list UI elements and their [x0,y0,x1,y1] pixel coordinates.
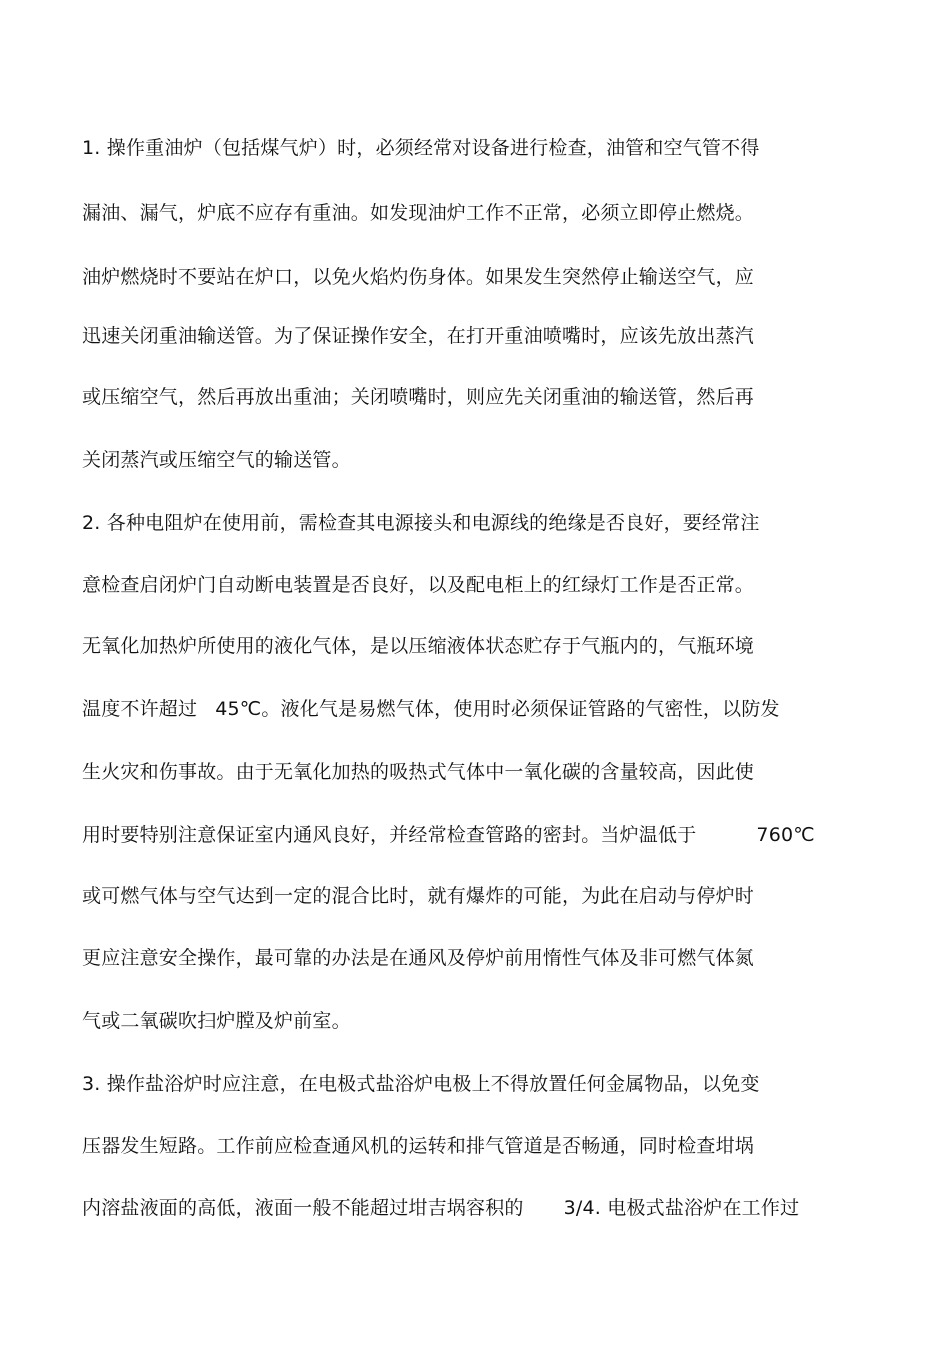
text: 气或二氧碳吹扫炉膛及炉前室。 [82,1010,351,1032]
text: 用时要特别注意保证室内通风良好，并经常检查管路的密封。当炉温低于 [82,824,697,846]
text: 或压缩空气，然后再放出重油；关闭喷嘴时，则应先关闭重油的输送管，然后再 [82,386,755,408]
paragraph-2-line-7 [82,884,754,908]
text: 或可燃气体与空气达到一定的混合比时，就有爆炸的可能，为此在启动与停炉时 [82,885,755,907]
paragraph-2-line-4 [82,697,780,721]
paragraph-1-line-6 [82,448,351,472]
paragraph-3-line-2 [82,1134,754,1158]
paragraph-3-line-1 [82,1072,760,1096]
text: 迅速关闭重油输送管。为了保证操作安全，在打开重油喷嘴时，应该先放出蒸汽 [82,325,755,347]
paragraph-2-line-6 [82,823,815,847]
paragraph-2-line-8 [82,946,754,970]
text: 生火灾和伤事故。由于无氧化加热的吸热式气体中一氧化碳的含量较高，因此使 [82,761,755,783]
paragraph-3-line-3 [82,1196,799,1220]
text-tail: 45℃。液化气是易燃气体，使用时必须保证管路的气密性，以防发 [215,698,780,720]
text: 漏油、漏气，炉底不应存有重油。如发现油炉工作不正常，必须立即停止燃烧。 [82,202,755,224]
text: 温度不许超过 [82,698,198,720]
text: 压器发生短路。工作前应检查通风机的运转和排气管道是否畅通，同时检查坩埚 [82,1135,755,1157]
paragraph-1-line-4 [82,324,754,348]
text: 内溶盐液面的高低，液面一般不能超过坩吉埚容积的 [82,1197,524,1219]
text: 关闭蒸汽或压缩空气的输送管。 [82,449,351,471]
text: 3. 操作盐浴炉时应注意，在电极式盐浴炉电极上不得放置任何金属物品，以免变 [82,1073,760,1095]
text: 1. 操作重油炉（包括煤气炉）时，必须经常对设备进行检查，油管和空气管不得 [82,137,760,159]
paragraph-1-line-3 [82,265,754,289]
paragraph-1-line-2 [82,201,754,225]
paragraph-1-line-5 [82,385,754,409]
text: 意检查启闭炉门自动断电装置是否良好，以及配电柜上的红绿灯工作是否正常。 [82,574,755,596]
text: 2. 各种电阻炉在使用前，需检查其电源接头和电源线的绝缘是否良好，要经常注 [82,512,760,534]
text: 油炉燃烧时不要站在炉口，以免火焰灼伤身体。如果发生突然停止输送空气，应 [82,266,755,288]
paragraph-2-line-5 [82,760,754,784]
text-tail: 3/4. 电极式盐浴炉在工作过 [563,1197,800,1219]
paragraph-2-line-3 [82,634,754,658]
paragraph-2-line-2 [82,573,754,597]
text-tail: 760℃ [756,824,815,846]
text: 无氧化加热炉所使用的液化气体，是以压缩液体状态贮存于气瓶内的，气瓶环境 [82,635,755,657]
paragraph-2-line-1 [82,511,760,535]
paragraph-2-line-9 [82,1009,351,1033]
paragraph-1-line-1 [82,136,760,160]
text: 更应注意安全操作，最可靠的办法是在通风及停炉前用惰性气体及非可燃气体氮 [82,947,755,969]
